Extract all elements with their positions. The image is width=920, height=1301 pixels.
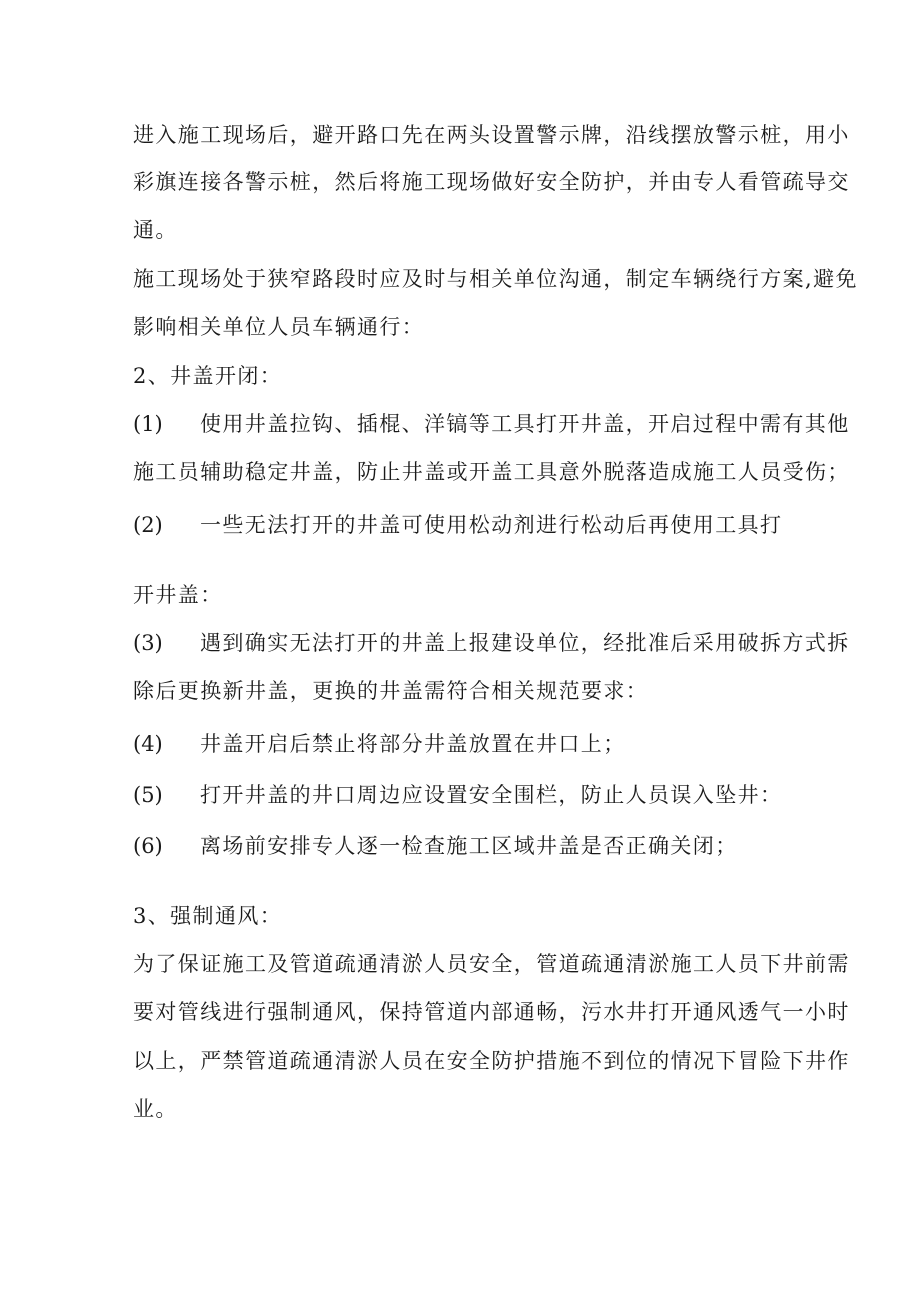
item-number: (2) (133, 513, 163, 537)
item-text: 使用井盖拉钩、插棍、洋镐等工具打开井盖，开启过程中需有其他 (200, 412, 850, 436)
intro-line: 施工现场处于狭窄路段时应及时与相关单位沟通，制定车辆绕行方案,避免 (133, 267, 858, 291)
item-number: (1) (133, 412, 163, 436)
intro-line: 影响相关单位人员车辆通行： (133, 315, 425, 339)
item-continuation: 施工员辅助稳定井盖，防止井盖或开盖工具意外脱落造成施工人员受伤； (133, 460, 850, 484)
section-heading-manhole: 2、井盖开闭： (133, 364, 283, 388)
item-number: (3) (133, 631, 163, 655)
body-line: 为了保证施工及管道疏通清淤人员安全，管道疏通清淤施工人员下井前需 (133, 952, 850, 976)
item-text: 打开井盖的井口周边应设置安全围栏，防止人员误入坠井： (200, 783, 783, 807)
body-line: 以上，严禁管道疏通清淤人员在安全防护措施不到位的情况下冒险下井作 (133, 1049, 850, 1073)
item-text: 离场前安排专人逐一检查施工区域井盖是否正确关闭； (200, 834, 738, 858)
item-text: 井盖开启后禁止将部分井盖放置在井口上； (200, 732, 626, 756)
intro-line: 彩旗连接各警示桩，然后将施工现场做好安全防护，并由专人看管疏导交 (133, 170, 850, 194)
intro-line: 进入施工现场后，避开路口先在两头设置警示牌，沿线摆放警示桩，用小 (133, 123, 850, 147)
item-continuation: 开井盖： (133, 583, 223, 607)
item-number: (5) (133, 783, 163, 807)
item-text: 遇到确实无法打开的井盖上报建设单位，经批准后采用破拆方式拆 (200, 631, 850, 655)
item-continuation: 除后更换新井盖，更换的井盖需符合相关规范要求： (133, 679, 649, 703)
item-number: (4) (133, 732, 163, 756)
item-text: 一些无法打开的井盖可使用松动剂进行松动后再使用工具打 (200, 513, 783, 537)
body-line: 要对管线进行强制通风，保持管道内部通畅，污水井打开通风透气一小时 (133, 1000, 850, 1024)
section-heading-ventilation: 3、强制通风： (133, 904, 283, 928)
body-line: 业。 (133, 1097, 178, 1121)
item-number: (6) (133, 834, 163, 858)
intro-line: 通。 (133, 218, 178, 242)
